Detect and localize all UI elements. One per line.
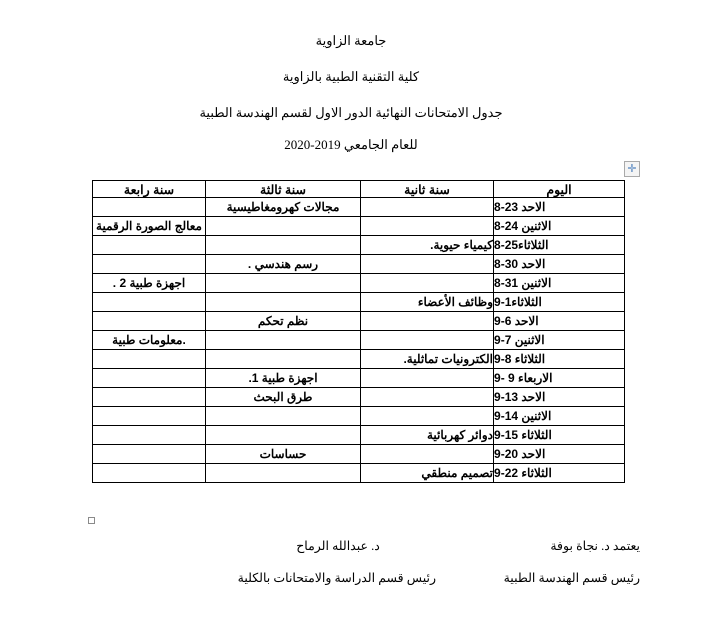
exam-cell-year2 xyxy=(361,445,494,464)
exam-cell-year2 xyxy=(361,217,494,236)
day-cell: الاثنين 24-8 xyxy=(494,217,625,236)
exam-cell-year3 xyxy=(206,331,361,350)
exam-cell-year4: اجهزة طبية 2 . xyxy=(93,274,206,293)
exam-cell-year4 xyxy=(93,426,206,445)
exam-cell-year3: مجالات كهرومغاطيسية xyxy=(206,198,361,217)
table-row xyxy=(93,312,625,331)
exam-cell-year2 xyxy=(361,388,494,407)
exam-cell-year2: تصميم منطقي xyxy=(361,464,494,483)
table-move-handle-icon[interactable]: ✛ xyxy=(624,161,640,177)
exam-cell-year2: كيمياء حيوية. xyxy=(361,236,494,255)
exam-cell-year2: وظائف الأعضاء xyxy=(361,293,494,312)
schedule-title: جدول الامتحانات النهائية الدور الاول لقسم الهندسة الطبية xyxy=(199,105,503,120)
exam-cell-year3: حساسات xyxy=(206,445,361,464)
table-row xyxy=(93,331,625,350)
exam-cell-year3: طرق البحث xyxy=(206,388,361,407)
table-row xyxy=(93,407,625,426)
exam-cell-year4: معالج الصورة الرقمية xyxy=(93,217,206,236)
university-title: جامعة الزاوية xyxy=(315,33,387,48)
exams-office-name: د. عبدالله الرماح xyxy=(296,539,380,553)
table-row xyxy=(93,274,625,293)
exam-cell-year3 xyxy=(206,274,361,293)
exam-cell-year3 xyxy=(206,426,361,445)
exam-cell-year4 xyxy=(93,350,206,369)
exam-cell-year4: .معلومات طبية xyxy=(93,331,206,350)
exam-cell-year2 xyxy=(361,407,494,426)
exam-cell-year4 xyxy=(93,369,206,388)
college-title: كلية التقنية الطبية بالزاوية xyxy=(282,69,420,84)
day-cell: الثلاثاء1-9 xyxy=(494,293,625,312)
column-header-year3: سنة ثالثة xyxy=(206,181,361,198)
day-cell: الاحد 20-9 xyxy=(494,445,625,464)
day-cell: الاحد 30-8 xyxy=(494,255,625,274)
exam-cell-year2 xyxy=(361,255,494,274)
table-header-row xyxy=(93,181,625,198)
day-cell: الاثنين 31-8 xyxy=(494,274,625,293)
table-row xyxy=(93,464,625,483)
day-cell: الاحد 13-9 xyxy=(494,388,625,407)
table-row xyxy=(93,255,625,274)
paragraph-mark-square xyxy=(88,517,95,524)
exam-cell-year2 xyxy=(361,274,494,293)
approval-signature-block xyxy=(504,538,640,586)
exam-cell-year3: رسم هندسي . xyxy=(206,255,361,274)
table-row xyxy=(93,236,625,255)
approval-name: يعتمد د. نجاة بوفة xyxy=(550,539,640,553)
exam-cell-year4 xyxy=(93,407,206,426)
exam-cell-year3 xyxy=(206,236,361,255)
day-cell: الاثنين 7-9 xyxy=(494,331,625,350)
exams-office-signature-block xyxy=(237,538,436,586)
exam-cell-year2 xyxy=(361,312,494,331)
day-cell: الثلاثاء25-8 xyxy=(494,236,625,255)
exam-cell-year4 xyxy=(93,464,206,483)
day-cell: الثلاثاء 15-9 xyxy=(494,426,625,445)
column-header-day: اليوم xyxy=(494,181,625,198)
table-row xyxy=(93,217,625,236)
table-row xyxy=(93,293,625,312)
table-row xyxy=(93,426,625,445)
exam-cell-year3 xyxy=(206,350,361,369)
table-row xyxy=(93,198,625,217)
exam-cell-year2 xyxy=(361,369,494,388)
column-header-year2: سنة ثانية xyxy=(361,181,494,198)
exam-cell-year3 xyxy=(206,464,361,483)
exam-cell-year4 xyxy=(93,293,206,312)
exam-cell-year2 xyxy=(361,198,494,217)
exam-schedule-table xyxy=(92,180,625,483)
exam-cell-year4 xyxy=(93,236,206,255)
exam-cell-year2: دوائر كهربائية xyxy=(361,426,494,445)
exam-cell-year4 xyxy=(93,255,206,274)
day-cell: الاثنين 14-9 xyxy=(494,407,625,426)
exam-cell-year2: الكترونيات تماثلية. xyxy=(361,350,494,369)
table-row xyxy=(93,369,625,388)
exam-cell-year4 xyxy=(93,388,206,407)
exam-cell-year3 xyxy=(206,407,361,426)
approval-role: رئيس قسم الهندسة الطبية xyxy=(503,571,640,585)
exam-cell-year4 xyxy=(93,312,206,331)
exam-cell-year3: اجهزة طبية 1. xyxy=(206,369,361,388)
day-cell: الاحد 23-8 xyxy=(494,198,625,217)
academic-year-title: للعام الجامعي 2019-2020 xyxy=(284,137,418,152)
exam-cell-year3: نظم تحكم xyxy=(206,312,361,331)
exam-cell-year2 xyxy=(361,331,494,350)
table-row xyxy=(93,350,625,369)
table-row xyxy=(93,388,625,407)
column-header-year4: سنة رابعة xyxy=(93,181,206,198)
exams-office-role: رئيس قسم الدراسة والامتحانات بالكلية xyxy=(237,571,436,585)
exam-cell-year3 xyxy=(206,293,361,312)
day-cell: الاحد 6-9 xyxy=(494,312,625,331)
table-row xyxy=(93,445,625,464)
day-cell: الثلاثاء 8-9 xyxy=(494,350,625,369)
exam-cell-year3 xyxy=(206,217,361,236)
exam-cell-year4 xyxy=(93,198,206,217)
exam-cell-year4 xyxy=(93,445,206,464)
day-cell: الثلاثاء 22-9 xyxy=(494,464,625,483)
day-cell: الاربعاء 9 -9 xyxy=(494,369,625,388)
